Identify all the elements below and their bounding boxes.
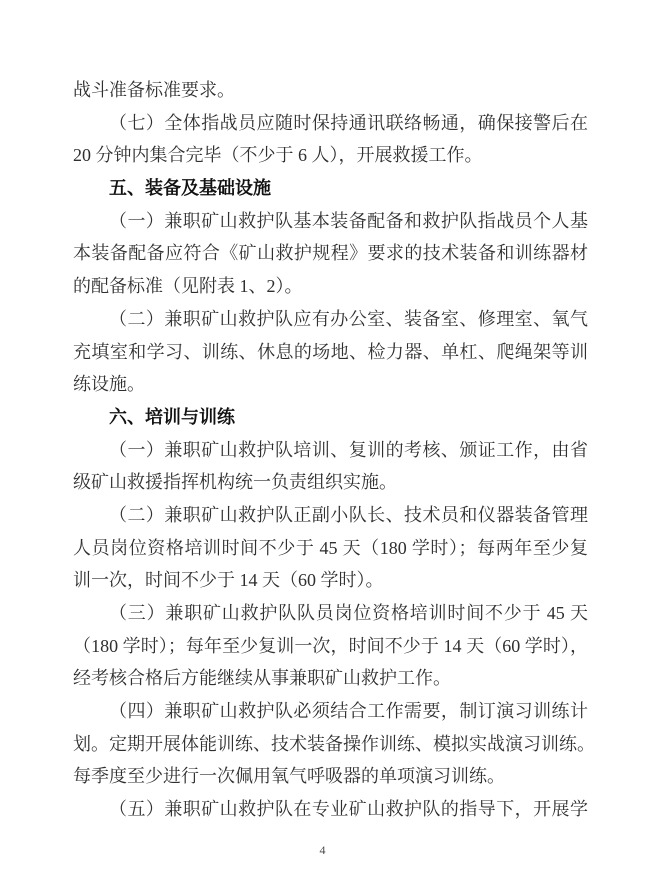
text-line: 每季度至少进行一次佩用氧气呼吸器的单项演习训练。 bbox=[73, 766, 505, 787]
text-line: （一）兼职矿山救护队培训、复训的考核、颁证工作，由省 bbox=[109, 439, 588, 460]
text-line: 本装备配备应符合《矿山救护规程》要求的技术装备和训练器材 bbox=[73, 243, 588, 264]
text-line: （三）兼职矿山救护队队员岗位资格培训时间不少于 45 天 bbox=[109, 603, 588, 623]
section-heading: 五、装备及基础设施 bbox=[109, 178, 271, 199]
text-line: 充填室和学习、训练、休息的场地、检力器、单杠、爬绳架等训 bbox=[73, 341, 588, 362]
text-line: 级矿山救援指挥机构统一负责组织实施。 bbox=[73, 472, 397, 493]
text-line: 的配备标准（见附表 1、2）。 bbox=[73, 276, 303, 297]
text-line: （五）兼职矿山救护队在专业矿山救护队的指导下，开展学 bbox=[109, 799, 588, 820]
text-line: （一）兼职矿山救护队基本装备配备和救护队指战员个人基 bbox=[109, 210, 588, 231]
document-body bbox=[73, 74, 595, 826]
text-line: （180 学时）；每年至少复训一次，时间不少于 14 天（60 学时）， bbox=[73, 635, 588, 656]
text-line: 人员岗位资格培训时间不少于 45 天（180 学时）；每两年至少复 bbox=[73, 537, 588, 558]
text-line: （二）兼职矿山救护队正副小队长、技术员和仪器装备管理 bbox=[109, 504, 588, 525]
text-line: 经考核合格后方能继续从事兼职矿山救护工作。 bbox=[73, 668, 451, 689]
text-line: 训一次，时间不少于 14 天（60 学时）。 bbox=[73, 570, 384, 591]
text-line: 20 分钟内集合完毕（不少于 6 人），开展救援工作。 bbox=[73, 145, 483, 166]
text-line: （四）兼职矿山救护队必须结合工作需要，制订演习训练计 bbox=[109, 701, 588, 722]
text-line: （七）全体指战员应随时保持通讯联络畅通，确保接警后在 bbox=[109, 112, 588, 133]
text-line: 划。定期开展体能训练、技术装备操作训练、模拟实战演习训练。 bbox=[73, 733, 595, 754]
text-line: 练设施。 bbox=[73, 374, 145, 395]
section-heading: 六、培训与训练 bbox=[109, 406, 235, 427]
text-line: 战斗准备标准要求。 bbox=[73, 80, 235, 100]
text-line: （二）兼职矿山救护队应有办公室、装备室、修理室、氧气 bbox=[109, 308, 588, 329]
page-number: 4 bbox=[319, 843, 326, 857]
